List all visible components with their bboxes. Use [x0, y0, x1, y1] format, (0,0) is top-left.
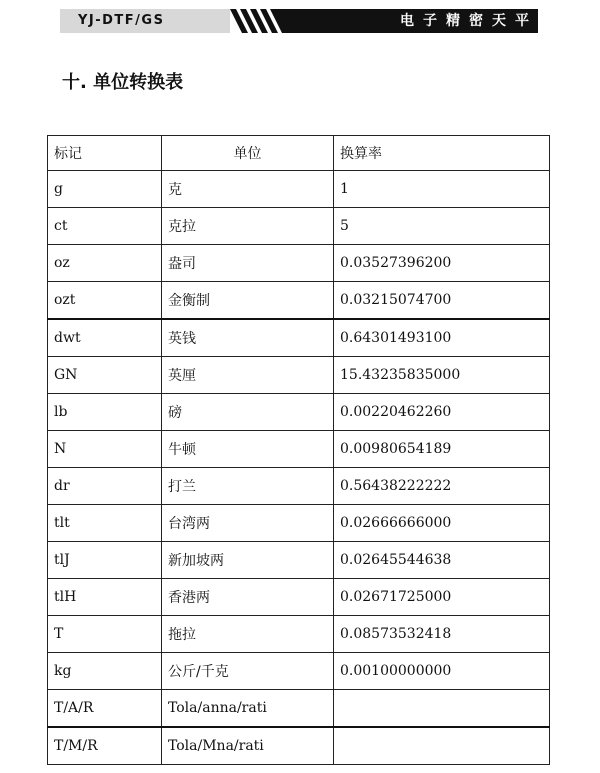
table-row — [48, 653, 550, 690]
unit-cell: 英钱 — [162, 319, 334, 357]
symbol-cell: kg — [48, 653, 162, 690]
rate-cell: 0.03215074700 — [334, 282, 550, 320]
rate-cell: 0.00220462260 — [334, 394, 550, 431]
rate-cell: 0.03527396200 — [334, 245, 550, 282]
rate-cell — [334, 690, 550, 728]
symbol-cell: tlJ — [48, 542, 162, 579]
table-row — [48, 505, 550, 542]
table-row — [48, 245, 550, 282]
table-row — [48, 542, 550, 579]
rate-cell: 0.64301493100 — [334, 319, 550, 357]
rate-cell: 1 — [334, 171, 550, 208]
header-unit: 单位 — [162, 136, 334, 171]
stripes-decoration — [230, 9, 290, 33]
table-row — [48, 616, 550, 653]
unit-cell: 公斤/千克 — [162, 653, 334, 690]
unit-cell: 克拉 — [162, 208, 334, 245]
unit-cell: 拖拉 — [162, 616, 334, 653]
unit-cell: 牛顿 — [162, 431, 334, 468]
rate-cell: 0.02666666000 — [334, 505, 550, 542]
model-label: YJ-DTF/GS — [60, 9, 230, 33]
symbol-cell: ct — [48, 208, 162, 245]
symbol-cell: lb — [48, 394, 162, 431]
unit-cell: Tola/anna/rati — [162, 690, 334, 728]
table-row — [48, 579, 550, 616]
rate-cell: 5 — [334, 208, 550, 245]
header-symbol: 标记 — [48, 136, 162, 171]
table-row — [48, 431, 550, 468]
table-row — [48, 690, 550, 728]
symbol-cell: GN — [48, 357, 162, 394]
unit-cell: 盎司 — [162, 245, 334, 282]
table-row — [48, 319, 550, 357]
symbol-cell: T — [48, 616, 162, 653]
table-header-row — [48, 136, 550, 171]
rate-cell — [334, 727, 550, 765]
product-label: 电子精密天平 — [290, 9, 538, 33]
unit-cell: 英厘 — [162, 357, 334, 394]
symbol-cell: T/M/R — [48, 727, 162, 765]
rate-cell: 0.08573532418 — [334, 616, 550, 653]
unit-cell: 克 — [162, 171, 334, 208]
symbol-cell: tlH — [48, 579, 162, 616]
table-row — [48, 357, 550, 394]
table-row — [48, 468, 550, 505]
symbol-cell: tlt — [48, 505, 162, 542]
unit-conversion-table — [47, 135, 550, 765]
unit-cell: 金衡制 — [162, 282, 334, 320]
table-row — [48, 394, 550, 431]
symbol-cell: N — [48, 431, 162, 468]
section-title: 十. 单位转换表 — [62, 72, 184, 93]
symbol-cell: oz — [48, 245, 162, 282]
rate-cell: 0.02671725000 — [334, 579, 550, 616]
table-row — [48, 171, 550, 208]
rate-cell: 0.02645544638 — [334, 542, 550, 579]
unit-cell: 打兰 — [162, 468, 334, 505]
symbol-cell: dwt — [48, 319, 162, 357]
header-rate: 换算率 — [334, 136, 550, 171]
unit-cell: 香港两 — [162, 579, 334, 616]
table-row — [48, 282, 550, 320]
rate-cell: 0.56438222222 — [334, 468, 550, 505]
symbol-cell: ozt — [48, 282, 162, 320]
rate-cell: 15.43235835000 — [334, 357, 550, 394]
symbol-cell: dr — [48, 468, 162, 505]
unit-cell: 新加坡两 — [162, 542, 334, 579]
header-banner — [60, 9, 538, 33]
unit-cell: 磅 — [162, 394, 334, 431]
rate-cell: 0.00980654189 — [334, 431, 550, 468]
rate-cell: 0.00100000000 — [334, 653, 550, 690]
table-row — [48, 208, 550, 245]
unit-cell: 台湾两 — [162, 505, 334, 542]
table-row — [48, 727, 550, 765]
unit-cell: Tola/Mna/rati — [162, 727, 334, 765]
symbol-cell: g — [48, 171, 162, 208]
symbol-cell: T/A/R — [48, 690, 162, 728]
